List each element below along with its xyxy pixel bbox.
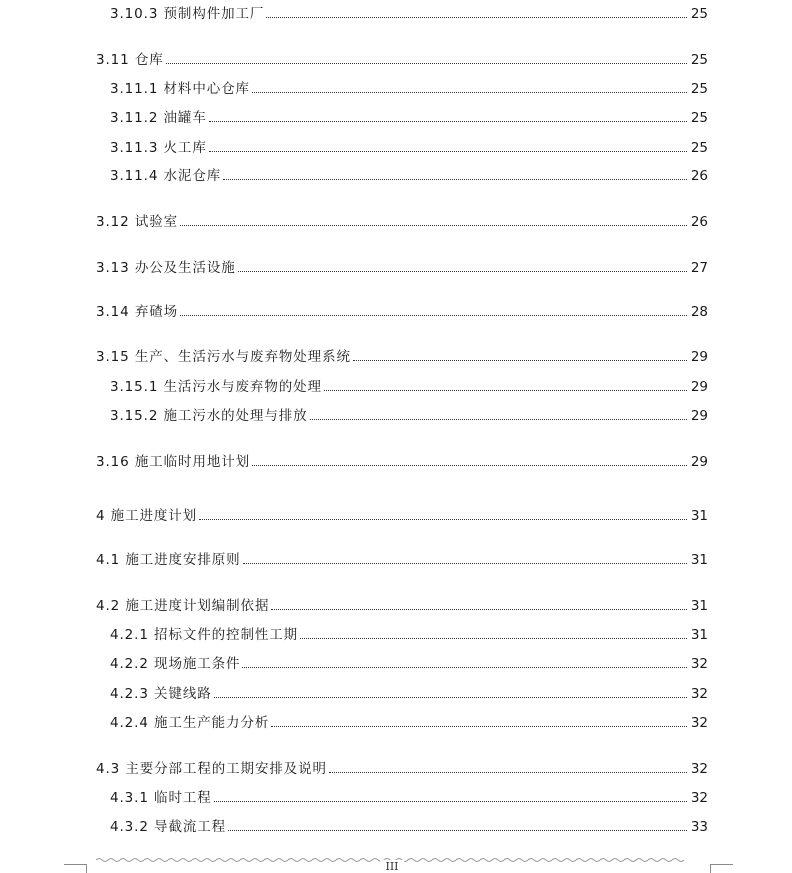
- toc-entry-page: 31: [690, 598, 708, 614]
- toc-leader-dots: [199, 519, 687, 520]
- toc-entry-label: 3.10.3 预制构件加工厂: [110, 6, 265, 22]
- toc-entry-label: 4 施工进度计划: [96, 508, 198, 524]
- toc-entry[interactable]: [110, 108, 708, 126]
- toc-leader-dots: [209, 121, 687, 122]
- margin-corner-mark-left: [64, 864, 87, 873]
- toc-entry-label: 3.11.1 材料中心仓库: [110, 81, 250, 97]
- toc-entry-page: 26: [690, 168, 708, 184]
- toc-entry[interactable]: [110, 138, 708, 156]
- toc-leader-dots: [271, 609, 686, 610]
- toc-entry[interactable]: [96, 50, 708, 68]
- page-number: III: [380, 860, 404, 873]
- toc-entry-page: 32: [690, 686, 708, 702]
- toc-entry-label: 3.11.2 油罐车: [110, 110, 207, 126]
- toc-entry-page: 27: [690, 260, 708, 276]
- toc-leader-dots: [209, 151, 687, 152]
- toc-entry[interactable]: [110, 377, 708, 395]
- toc-entry-page: 26: [690, 214, 708, 230]
- toc-leader-dots: [180, 315, 687, 316]
- toc-leader-dots: [266, 17, 686, 18]
- toc-entry-page: 31: [690, 508, 708, 524]
- toc-leader-dots: [223, 179, 687, 180]
- toc-entry-page: 32: [690, 761, 708, 777]
- toc-leader-dots: [329, 772, 687, 773]
- toc-entry-label: 4.3 主要分部工程的工期安排及说明: [96, 761, 327, 777]
- toc-leader-dots: [180, 225, 687, 226]
- toc-entry-page: 32: [690, 715, 708, 731]
- toc-entry-label: 4.2 施工进度计划编制依据: [96, 598, 270, 614]
- toc-entry-label: 3.11.4 水泥仓库: [110, 168, 222, 184]
- toc-entry-label: 4.2.1 招标文件的控制性工期: [110, 627, 299, 643]
- toc-entry-page: 29: [690, 379, 708, 395]
- toc-entry[interactable]: [110, 713, 708, 731]
- toc-entry-page: 25: [690, 6, 708, 22]
- toc-entry-page: 25: [690, 140, 708, 156]
- toc-entry[interactable]: [110, 788, 708, 806]
- toc-entry-label: 3.11.3 火工库: [110, 140, 207, 156]
- toc-entry[interactable]: [110, 4, 708, 22]
- toc-entry[interactable]: [96, 506, 708, 524]
- toc-leader-dots: [310, 419, 687, 420]
- toc-entry-label: 3.15.2 施工污水的处理与排放: [110, 408, 308, 424]
- toc-leader-dots: [300, 638, 687, 639]
- toc-leader-dots: [243, 563, 687, 564]
- toc-leader-dots: [252, 465, 687, 466]
- toc-entry-page: 29: [690, 349, 708, 365]
- toc-entry[interactable]: [96, 452, 708, 470]
- toc-entry-page: 32: [690, 790, 708, 806]
- toc-entry[interactable]: [110, 79, 708, 97]
- toc-leader-dots: [214, 697, 687, 698]
- toc-leader-dots: [238, 271, 687, 272]
- toc-entry[interactable]: [110, 166, 708, 184]
- toc-entry-page: 29: [690, 454, 708, 470]
- toc-entry[interactable]: [96, 302, 708, 320]
- toc-entry-page: 29: [690, 408, 708, 424]
- toc-entry-page: 31: [690, 627, 708, 643]
- toc-entry-page: 25: [690, 52, 708, 68]
- toc-entry[interactable]: [96, 212, 708, 230]
- toc-entry-page: 25: [690, 81, 708, 97]
- toc-leader-dots: [242, 667, 686, 668]
- toc-entry-label: 4.2.4 施工生产能力分析: [110, 715, 270, 731]
- toc-entry[interactable]: [96, 596, 708, 614]
- toc-entry[interactable]: [96, 759, 708, 777]
- toc-entry-label: 3.14 弃碴场: [96, 304, 179, 320]
- toc-leader-dots: [353, 360, 687, 361]
- toc-entry-label: 4.2.2 现场施工条件: [110, 656, 241, 672]
- margin-corner-mark-right: [710, 864, 733, 873]
- toc-entry-label: 3.16 施工临时用地计划: [96, 454, 251, 470]
- toc-entry-label: 4.1 施工进度安排原则: [96, 552, 241, 568]
- toc-entry[interactable]: [110, 406, 708, 424]
- toc-leader-dots: [271, 726, 687, 727]
- toc-entry-label: 4.2.3 关键线路: [110, 686, 212, 702]
- toc-entry-page: 25: [690, 110, 708, 126]
- toc-entry-page: 32: [690, 656, 708, 672]
- toc-entry-label: 4.3.1 临时工程: [110, 790, 212, 806]
- toc-entry[interactable]: [96, 550, 708, 568]
- toc-entry[interactable]: [110, 625, 708, 643]
- toc-entry[interactable]: [110, 684, 708, 702]
- toc-leader-dots: [166, 63, 687, 64]
- toc-leader-dots: [324, 390, 687, 391]
- toc-entry-label: 4.3.2 导截流工程: [110, 819, 227, 835]
- toc-entry-label: 3.15.1 生活污水与废弃物的处理: [110, 379, 322, 395]
- toc-entry[interactable]: [96, 258, 708, 276]
- toc-leader-dots: [214, 801, 687, 802]
- toc-entry[interactable]: [96, 347, 708, 365]
- toc-entry-label: 3.12 试验室: [96, 214, 179, 230]
- toc-entry[interactable]: [110, 654, 708, 672]
- toc-entry-page: 31: [690, 552, 708, 568]
- toc-entry-page: 28: [690, 304, 708, 320]
- toc-entry-page: 33: [690, 819, 708, 835]
- toc-leader-dots: [252, 92, 687, 93]
- toc-entry-label: 3.15 生产、生活污水与废弃物处理系统: [96, 349, 351, 365]
- toc-entry-label: 3.11 仓库: [96, 52, 164, 68]
- toc-entry[interactable]: [110, 817, 708, 835]
- toc-leader-dots: [228, 830, 687, 831]
- toc-entry-label: 3.13 办公及生活设施: [96, 260, 236, 276]
